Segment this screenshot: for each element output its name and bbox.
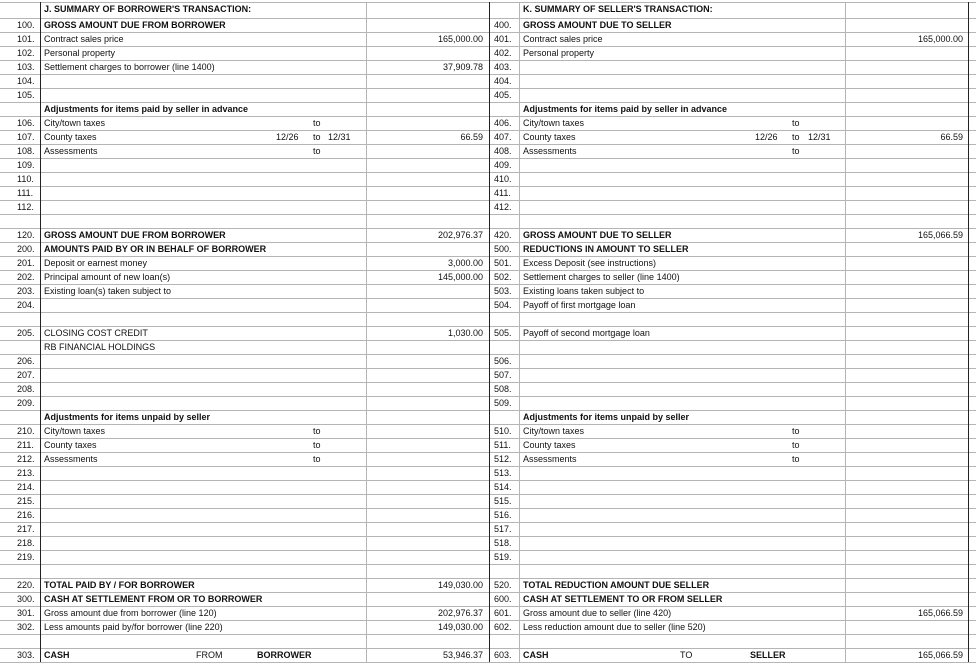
seller-line-label: County taxes [523,440,576,450]
seller-line-number: 509. [494,398,512,408]
row-divider [0,634,976,635]
borrower-line-number: 120. [17,230,35,240]
borrower-amount: 3,000.00 [447,258,483,268]
seller-line-label: Assessments [523,454,577,464]
borrower-line-label: Existing loan(s) taken subject to [44,286,172,296]
row-divider [0,46,976,47]
row-divider [0,144,976,145]
seller-line-label: City/town taxes [523,118,585,128]
seller-line-number: 402. [494,48,512,58]
seller-line-number: 520. [494,580,512,590]
seller-line-number: 516. [494,510,512,520]
top-border [0,2,976,3]
borrower-line-number: 112. [17,202,34,212]
seller-line-number: 514. [494,482,512,492]
borrower-line-label: Contract sales price [44,34,124,44]
borrower-line-number: 216. [17,510,35,520]
seller-line-number: 403. [494,62,512,72]
borrower-line-label: County taxes [44,132,97,142]
column-divider [845,2,846,662]
row-divider [0,284,976,285]
row-divider [0,102,976,103]
row-divider [0,270,976,271]
seller-line-number: 507. [494,370,512,380]
borrower-line-number: 207. [17,370,35,380]
borrower-line-number: 100. [17,20,35,30]
borrower-line-number: 218. [17,538,35,548]
row-divider [0,18,976,19]
borrower-line-number: 200. [17,244,35,254]
seller-line-number: 513. [494,468,512,478]
row-divider [0,172,976,173]
borrower-amount: 202,976.37 [437,230,483,240]
borrower-line-number: 211. [17,440,34,450]
borrower-line-number: 106. [17,118,35,128]
seller-to-label: to [792,440,800,450]
seller-line-number: 512. [494,454,512,464]
row-divider [0,312,976,313]
seller-line-number: 501. [494,258,512,268]
row-divider [0,326,976,327]
column-divider [519,2,520,662]
row-divider [0,200,976,201]
borrower-line-label: CASH [44,650,70,660]
borrower-line-number: 206. [17,356,35,366]
row-divider [0,32,976,33]
borrower-section-title: J. SUMMARY OF BORROWER'S TRANSACTION: [44,4,252,14]
seller-section-title: K. SUMMARY OF SELLER'S TRANSACTION: [523,4,713,14]
borrower-line-number: 202. [17,272,35,282]
borrower-line-number: 108. [17,146,35,156]
seller-line-number: 517. [494,524,512,534]
borrower-line-number: 212. [17,454,35,464]
seller-line-number: 411. [494,188,511,198]
row-divider [0,522,976,523]
seller-amount: 165,066.59 [917,650,963,660]
seller-line-number: 515. [494,496,512,506]
seller-line-number: 600. [494,594,512,604]
seller-line-number: 503. [494,286,512,296]
row-divider [0,340,976,341]
seller-line-number: 504. [494,300,512,310]
borrower-line-number: 109. [17,160,35,170]
row-divider [0,354,976,355]
seller-line-number: 511. [494,440,511,450]
seller-line-label: TOTAL REDUCTION AMOUNT DUE SELLER [523,580,710,590]
seller-line-number: 410. [494,174,512,184]
seller-line-label: GROSS AMOUNT DUE TO SELLER [523,20,672,30]
borrower-amount: 37,909.78 [442,62,483,72]
row-divider [0,116,976,117]
borrower-cash-party: BORROWER [257,650,312,660]
row-divider [0,88,976,89]
seller-line-label: Existing loans taken subject to [523,286,645,296]
seller-cash-party: SELLER [750,650,786,660]
row-divider [0,438,976,439]
row-divider [0,648,976,649]
borrower-line-number: 110. [17,174,34,184]
borrower-line-label: RB FINANCIAL HOLDINGS [44,342,156,352]
borrower-cash-direction: FROM [196,650,223,660]
seller-line-number: 401. [494,34,512,44]
borrower-amount: 145,000.00 [437,272,483,282]
borrower-line-number: 215. [17,496,35,506]
borrower-line-label: TOTAL PAID BY / FOR BORROWER [44,580,195,590]
row-divider [0,564,976,565]
row-divider [0,158,976,159]
seller-line-label: Personal property [523,48,595,58]
seller-line-label: Adjustments for items unpaid by seller [523,412,690,422]
seller-line-number: 404. [494,76,512,86]
row-divider [0,130,976,131]
borrower-line-label: AMOUNTS PAID BY OR IN BEHALF OF BORROWER [44,244,267,254]
row-divider [0,508,976,509]
borrower-line-number: 204. [17,300,35,310]
seller-line-number: 408. [494,146,512,156]
seller-line-label: Payoff of first mortgage loan [523,300,636,310]
borrower-line-number: 300. [17,594,35,604]
row-divider [0,550,976,551]
borrower-line-label: Principal amount of new loan(s) [44,272,171,282]
borrower-line-label: GROSS AMOUNT DUE FROM BORROWER [44,20,226,30]
borrower-amount: 149,030.00 [437,622,483,632]
borrower-line-number: 301. [17,608,35,618]
seller-cash-direction: TO [680,650,693,660]
column-divider [489,2,490,662]
borrower-line-label: County taxes [44,440,97,450]
seller-line-label: REDUCTIONS IN AMOUNT TO SELLER [523,244,689,254]
row-divider [0,256,976,257]
seller-line-number: 519. [494,552,512,562]
seller-to-date: 12/31 [808,132,831,142]
seller-line-label: Gross amount due to seller (line 420) [523,608,672,618]
row-divider [0,536,976,537]
borrower-line-number: 302. [17,622,35,632]
seller-line-number: 508. [494,384,512,394]
borrower-to-label: to [313,426,321,436]
borrower-line-number: 205. [17,328,35,338]
borrower-line-label: Personal property [44,48,116,58]
seller-amount: 165,066.59 [917,608,963,618]
borrower-line-label: Assessments [44,454,98,464]
seller-line-label: Settlement charges to seller (line 1400) [523,272,680,282]
borrower-line-label: CLOSING COST CREDIT [44,328,148,338]
borrower-line-number: 209. [17,398,35,408]
seller-line-number: 602. [494,622,512,632]
row-divider [0,186,976,187]
borrower-line-label: Assessments [44,146,98,156]
seller-line-number: 603. [494,650,512,660]
row-divider [0,424,976,425]
borrower-to-label: to [313,118,321,128]
seller-to-label: to [792,132,800,142]
row-divider [0,466,976,467]
seller-line-label: Adjustments for items paid by seller in advance [523,104,728,114]
seller-to-label: to [792,118,800,128]
seller-line-label: Excess Deposit (see instructions) [523,258,657,268]
row-divider [0,298,976,299]
seller-line-number: 400. [494,20,512,30]
seller-line-label: GROSS AMOUNT DUE TO SELLER [523,230,672,240]
borrower-line-label: Less amounts paid by/for borrower (line 220) [44,622,223,632]
seller-line-number: 420. [494,230,512,240]
row-divider [0,60,976,61]
seller-amount: 165,066.59 [917,230,963,240]
row-divider [0,368,976,369]
column-divider [40,2,41,662]
borrower-line-number: 214. [17,482,35,492]
row-divider [0,606,976,607]
row-divider [0,214,976,215]
seller-line-label: CASH [523,650,549,660]
borrower-line-label: GROSS AMOUNT DUE FROM BORROWER [44,230,226,240]
row-divider [0,578,976,579]
borrower-to-label: to [313,454,321,464]
borrower-line-number: 107. [17,132,35,142]
borrower-amount: 66.59 [460,132,483,142]
seller-line-number: 502. [494,272,512,282]
seller-to-label: to [792,146,800,156]
borrower-amount: 202,976.37 [437,608,483,618]
borrower-to-label: to [313,440,321,450]
seller-line-number: 500. [494,244,512,254]
borrower-line-label: Adjustments for items unpaid by seller [44,412,211,422]
borrower-to-date: 12/31 [328,132,351,142]
column-divider [968,2,969,662]
seller-line-number: 510. [494,426,512,436]
borrower-line-number: 105. [17,90,35,100]
borrower-line-number: 210. [17,426,35,436]
seller-to-label: to [792,454,800,464]
seller-line-label: Payoff of second mortgage loan [523,328,650,338]
borrower-line-number: 111. [17,188,34,198]
borrower-line-number: 213. [17,468,35,478]
row-divider [0,396,976,397]
seller-line-number: 506. [494,356,512,366]
borrower-line-number: 103. [17,62,35,72]
row-divider [0,592,976,593]
borrower-amount: 165,000.00 [437,34,483,44]
seller-line-number: 518. [494,538,512,548]
row-divider [0,620,976,621]
row-divider [0,74,976,75]
seller-line-number: 505. [494,328,512,338]
seller-line-label: Assessments [523,146,577,156]
row-divider [0,242,976,243]
row-divider [0,494,976,495]
borrower-line-number: 208. [17,384,35,394]
seller-line-number: 406. [494,118,512,128]
borrower-to-label: to [313,146,321,156]
borrower-line-number: 217. [17,524,35,534]
borrower-line-label: City/town taxes [44,118,106,128]
borrower-line-label: City/town taxes [44,426,106,436]
borrower-amount: 149,030.00 [437,580,483,590]
column-divider [366,2,367,662]
seller-line-label: City/town taxes [523,426,585,436]
borrower-to-label: to [313,132,321,142]
seller-amount: 165,000.00 [917,34,963,44]
seller-line-label: Contract sales price [523,34,603,44]
borrower-line-label: Gross amount due from borrower (line 120) [44,608,217,618]
row-divider [0,480,976,481]
borrower-line-number: 102. [17,48,35,58]
row-divider [0,228,976,229]
seller-amount: 66.59 [940,132,963,142]
borrower-line-number: 201. [17,258,35,268]
borrower-from-date: 12/26 [276,132,299,142]
seller-line-number: 405. [494,90,512,100]
borrower-line-number: 101. [17,34,35,44]
seller-line-number: 409. [494,160,512,170]
borrower-line-label: Adjustments for items paid by seller in advance [44,104,249,114]
seller-to-label: to [792,426,800,436]
seller-line-label: Less reduction amount due to seller (line 520) [523,622,706,632]
borrower-line-label: CASH AT SETTLEMENT FROM OR TO BORROWER [44,594,263,604]
borrower-line-label: Settlement charges to borrower (line 1400) [44,62,215,72]
borrower-line-number: 219. [17,552,35,562]
seller-line-number: 407. [494,132,512,142]
borrower-amount: 53,946.37 [442,650,483,660]
row-divider [0,452,976,453]
borrower-line-number: 203. [17,286,35,296]
borrower-amount: 1,030.00 [447,328,483,338]
seller-line-number: 412. [494,202,512,212]
row-divider [0,662,976,663]
borrower-line-number: 104. [17,76,35,86]
seller-from-date: 12/26 [755,132,778,142]
seller-line-label: CASH AT SETTLEMENT TO OR FROM SELLER [523,594,723,604]
seller-line-label: County taxes [523,132,576,142]
borrower-line-number: 220. [17,580,35,590]
borrower-line-label: Deposit or earnest money [44,258,148,268]
borrower-line-number: 303. [17,650,35,660]
seller-line-number: 601. [494,608,512,618]
row-divider [0,382,976,383]
row-divider [0,410,976,411]
